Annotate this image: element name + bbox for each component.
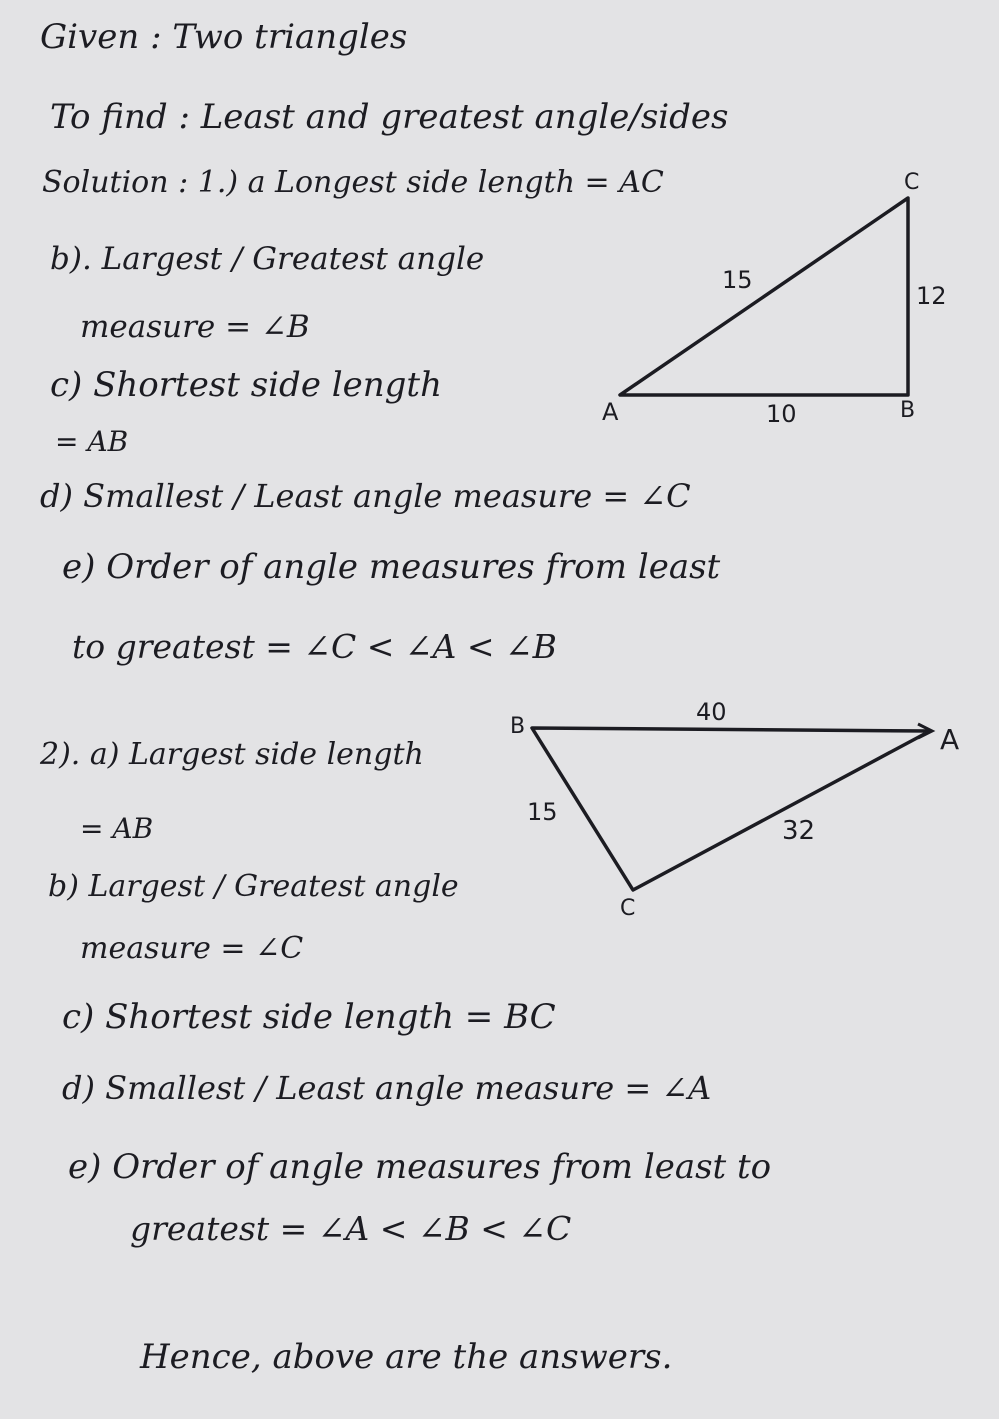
p1-e-line-2: to greatest = ∠C < ∠A < ∠B: [72, 627, 557, 666]
p2-d-line: d) Smallest / Least angle measure = ∠A: [62, 1069, 712, 1107]
p2-b-line-2: measure = ∠C: [80, 931, 304, 966]
triangle-2: [532, 728, 930, 890]
t1-vertex-a: A: [602, 398, 619, 426]
t1-side-ab-label: 10: [766, 400, 797, 428]
solution-line: Solution : 1.) a Longest side length = AC: [42, 165, 664, 200]
triangle-1: [620, 198, 908, 395]
t2-side-ca-label: 32: [782, 816, 816, 846]
p1-d-line: d) Smallest / Least angle measure = ∠C: [40, 477, 691, 515]
p2-b-line-1: b) Largest / Greatest angle: [48, 869, 459, 904]
p2-c-line: c) Shortest side length = BC: [62, 997, 556, 1037]
p2-a-line-1: 2). a) Largest side length: [40, 737, 424, 772]
t1-vertex-c: C: [904, 170, 920, 195]
conclusion-line: Hence, above are the answers.: [140, 1337, 673, 1377]
t2-side-bc-label: 15: [527, 798, 558, 826]
t1-side-bc-label: 12: [916, 282, 947, 310]
p2-a-line-2: = AB: [80, 812, 154, 845]
p2-e-line-2: greatest = ∠A < ∠B < ∠C: [130, 1209, 572, 1248]
p1-e-line-1: e) Order of angle measures from least: [62, 547, 721, 587]
t2-vertex-b: B: [510, 714, 526, 739]
t1-side-ac-label: 15: [722, 266, 753, 294]
p1-b-line-2: measure = ∠B: [80, 309, 310, 345]
p1-c-line-2: = AB: [55, 425, 129, 458]
p1-b-line-1: b). Largest / Greatest angle: [50, 241, 485, 277]
t2-vertex-c: C: [620, 896, 636, 921]
t2-side-ba-label: 40: [696, 698, 727, 726]
t1-vertex-b: B: [900, 398, 916, 423]
p1-c-line-1: c) Shortest side length: [50, 365, 442, 405]
to-find-line: To find : Least and greatest angle/sides: [50, 97, 729, 137]
given-line: Given : Two triangles: [40, 17, 408, 57]
t2-vertex-a: A: [940, 723, 960, 756]
p2-e-line-1: e) Order of angle measures from least to: [68, 1147, 772, 1187]
